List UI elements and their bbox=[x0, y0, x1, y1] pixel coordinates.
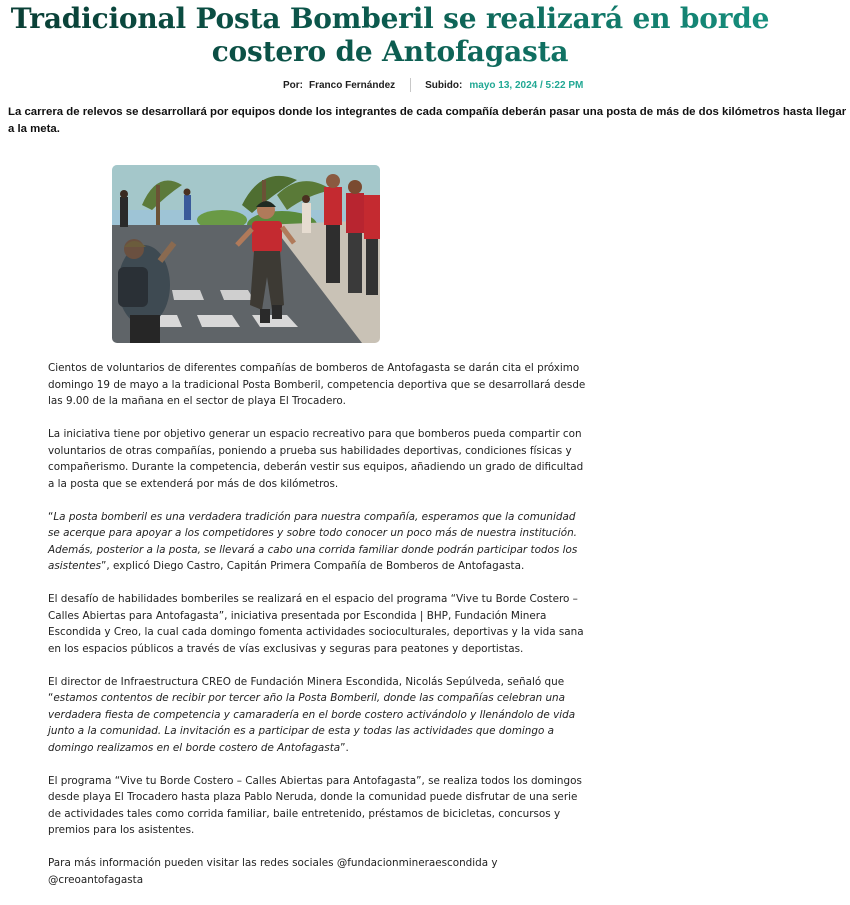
body-paragraph: El desafío de habilidades bomberiles se realizará en el espacio del programa “Vive tu Borde Costero – Calles Abiertas para Antofagasta”, iniciativa presentada por Escondida | BHP, Fundación Minera Escondida y Creo, la cual cada domingo fomenta actividades socioculturales, deportivas y la vida sana en los espacios públicos a través de vías exclusivas y seguras para peatones y deportistas. bbox=[48, 593, 584, 655]
body-paragraph: El programa “Vive tu Borde Costero – Calles Abiertas para Antofagasta”, se realiza todos los domingos desde playa El Trocadero hasta plaza Pablo Neruda, donde la comunidad puede disfrutar de una serie de actividades tales como corrida familiar, baile entretenido, préstamos de bicicletas, concursos y premios para los asistentes. bbox=[48, 774, 582, 836]
quote-close-mark: ”. bbox=[340, 741, 349, 754]
publish-date: mayo 13, 2024 / 5:22 PM bbox=[469, 79, 584, 91]
article-title: Tradicional Posta Bomberil se realizará en borde costero de Antofagasta bbox=[0, 2, 780, 68]
body-paragraph: Para más información pueden visitar las redes sociales @fundacionmineraescondida y @creoantofagasta bbox=[48, 857, 498, 886]
quote-intro: El director de Infraestructura CREO de Fundación Minera Escondida, Nicolás Sepúlveda, señaló que “ bbox=[48, 675, 565, 704]
quote-text: La posta bomberil es una verdadera tradición para nuestra compañía, esperamos que la comunidad se acerque para apoyar a los competidores y sobre todo conocer un poco más de nuestra institución. Además, posterior a la posta, se llevará a cabo una corrida familiar donde podrán participar todos los asistentes bbox=[48, 510, 578, 572]
author-label: Por: bbox=[283, 79, 303, 91]
quote-paragraph bbox=[48, 509, 588, 575]
byline bbox=[283, 78, 583, 92]
quote-attribution: ”, explicó Diego Castro, Capitán Primera Compañía de Bomberos de Antofagasta. bbox=[101, 560, 525, 572]
article-lead: La carrera de relevos se desarrollará por equipos donde los integrantes de cada compañía deberán pasar una posta de más de dos kilómetros hasta llegar a la meta. bbox=[8, 106, 847, 135]
body-paragraph: Cientos de voluntarios de diferentes compañías de bomberos de Antofagasta se darán cita el próximo domingo 19 de mayo a la tradicional Posta Bomberil, competencia deportiva que se desarrollará desde las 9.00 de la mañana en el sector de playa El Trocadero. bbox=[48, 362, 586, 407]
quote-paragraph bbox=[48, 674, 588, 757]
uploaded-label: Subido: bbox=[425, 79, 463, 91]
article-body bbox=[48, 360, 588, 905]
author-name[interactable]: Franco Fernández bbox=[309, 79, 396, 91]
article-photo bbox=[112, 165, 380, 343]
body-paragraph: La iniciativa tiene por objetivo generar un espacio recreativo para que bomberos pueda compartir con voluntarios de otras compañías, poniendo a prueba sus habilidades deportivas, condiciones físicas y compañerismo. Durante la competencia, deberán vestir sus equipos, añadiendo un grado de dificultad a la posta que se extenderá por más de dos kilómetros. bbox=[48, 428, 584, 490]
byline-divider bbox=[410, 78, 411, 92]
quote-text: estamos contentos de recibir por tercer año la Posta Bomberil, donde las compañías celebran una verdadera fiesta de competencia y camaradería en el borde costero activándolo y llenándolo de vida junto a la comunidad. La invitación es a participar de esta y todas las actividades que domingo a domingo realizamos en el borde costero de Antofagasta bbox=[48, 692, 576, 754]
quote-open-mark: “ bbox=[48, 510, 54, 523]
